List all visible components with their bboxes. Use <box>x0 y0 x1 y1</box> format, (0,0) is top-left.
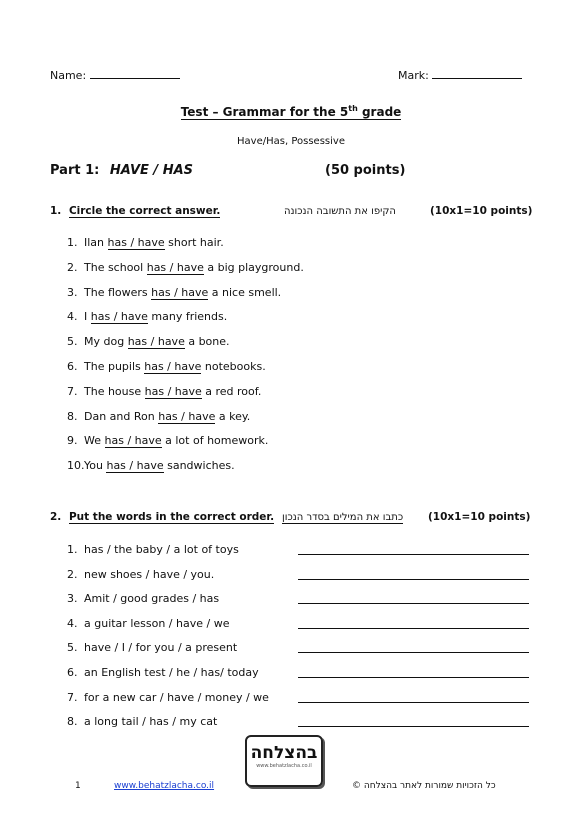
item-text: You <box>84 459 107 473</box>
page-number: 1 <box>75 781 81 791</box>
q1-item <box>67 434 268 447</box>
item-text: a key. <box>215 409 251 423</box>
item-number: 7. <box>67 384 78 398</box>
item-number: 1. <box>67 236 78 249</box>
q1-item <box>67 286 281 299</box>
answer-line[interactable] <box>298 603 529 604</box>
q2-item <box>67 715 217 728</box>
item-number: 2. <box>67 260 78 274</box>
q2-item <box>67 666 259 679</box>
item-text: a long tail / has / my cat <box>84 715 218 729</box>
item-text: The school <box>84 260 147 274</box>
answer-line[interactable] <box>298 554 529 555</box>
item-text: a big playground. <box>203 260 304 274</box>
item-text: I <box>84 310 91 324</box>
answer-choice[interactable]: has / have <box>144 384 202 398</box>
q1-item <box>67 360 266 373</box>
q2-item <box>67 568 214 581</box>
item-number: 8. <box>67 715 78 729</box>
item-text: We <box>84 434 105 448</box>
answer-choice[interactable]: has / have <box>106 459 164 473</box>
item-text: have / I / for you / a present <box>84 641 238 655</box>
item-text: sandwiches. <box>163 459 235 473</box>
q2-heading: 2. Put the words in the correct order. <box>50 511 275 523</box>
item-text: The pupils <box>84 360 145 373</box>
item-text: new shoes / have / you. <box>84 567 215 581</box>
item-text: for a new car / have / money / we <box>84 690 269 704</box>
answer-line[interactable] <box>298 579 529 580</box>
item-number: 3. <box>67 592 78 606</box>
q2-points: (10x1=10 points) <box>428 511 531 523</box>
answer-choice[interactable]: has / have <box>146 260 204 274</box>
answer-choice[interactable]: has / have <box>104 434 162 448</box>
item-text: has / the baby / a lot of toys <box>84 543 239 556</box>
answer-line[interactable] <box>298 652 529 653</box>
q1-item <box>67 236 224 249</box>
item-text: notebooks. <box>201 360 266 373</box>
item-text: Amit / good grades / has <box>84 592 220 606</box>
q2-item <box>67 617 229 630</box>
answer-choice[interactable]: has / have <box>151 285 209 299</box>
answer-choice[interactable]: has / have <box>158 409 216 423</box>
item-number: 2. <box>67 567 78 581</box>
copyright-text: כל הזכויות שמורות לאתר בהצלחה © <box>352 781 496 791</box>
mark-field <box>398 68 522 82</box>
name-label: Name: <box>50 69 87 82</box>
item-number: 10. <box>67 459 85 473</box>
page-subtitle: Have/Has, Possessive <box>237 136 345 147</box>
q1-points: (10x1=10 points) <box>430 205 533 217</box>
q1-item <box>67 385 261 398</box>
answer-choice[interactable]: has / have <box>127 335 185 349</box>
item-number: 6. <box>67 666 78 679</box>
item-number: 1. <box>67 543 78 556</box>
q1-item <box>67 410 250 423</box>
answer-line[interactable] <box>298 702 529 703</box>
item-number: 4. <box>67 310 78 324</box>
q2-hebrew: כתבו את המילים בסדר הנכון <box>282 512 404 523</box>
answer-choice[interactable]: has / have <box>107 236 165 249</box>
item-text: a red roof. <box>201 384 262 398</box>
item-number: 7. <box>67 690 78 704</box>
item-number: 4. <box>67 616 78 630</box>
q1-hebrew: הקיפו את התשובה הנכונה <box>284 206 396 217</box>
item-text: a nice smell. <box>208 285 282 299</box>
page-title <box>0 104 582 119</box>
behatzlacha-logo: בהצלחה www.behatzlacha.co.il <box>245 735 323 787</box>
q2-item <box>67 641 237 654</box>
item-text: a lot of homework. <box>161 434 269 448</box>
item-text: My dog <box>84 335 128 349</box>
item-text: Ilan <box>84 236 108 249</box>
q1-item <box>67 261 304 274</box>
item-text: The house <box>84 384 145 398</box>
part1-heading: Part 1: HAVE / HAS <box>50 163 193 178</box>
mark-line <box>432 68 522 79</box>
item-number: 6. <box>67 360 78 373</box>
answer-line[interactable] <box>298 726 529 727</box>
title-text: Test – Grammar for the 5th grade <box>180 104 402 119</box>
item-text: Dan and Ron <box>84 409 159 423</box>
item-number: 9. <box>67 434 78 448</box>
item-text: a bone. <box>184 335 230 349</box>
q2-item <box>67 592 219 605</box>
q1-heading: 1. Circle the correct answer. <box>50 205 221 217</box>
mark-label: Mark: <box>398 69 429 82</box>
item-text: an English test / he / has/ today <box>84 666 259 679</box>
item-text: The flowers <box>84 285 152 299</box>
item-number: 5. <box>67 641 78 655</box>
answer-line[interactable] <box>298 677 529 678</box>
q1-item <box>67 310 227 323</box>
answer-choice[interactable]: has / have <box>90 310 148 324</box>
name-line <box>90 68 180 79</box>
item-number: 5. <box>67 335 78 349</box>
item-number: 3. <box>67 285 78 299</box>
answer-line[interactable] <box>298 628 529 629</box>
name-field <box>50 68 180 82</box>
item-text: short hair. <box>164 236 224 249</box>
answer-choice[interactable]: has / have <box>144 360 202 373</box>
item-text: a guitar lesson / have / we <box>84 616 230 630</box>
q1-item <box>67 459 235 472</box>
item-text: many friends. <box>147 310 228 324</box>
q2-item <box>67 691 269 704</box>
part1-points: (50 points) <box>325 163 406 178</box>
q2-item <box>67 543 239 556</box>
item-number: 8. <box>67 409 78 423</box>
q1-item <box>67 335 230 348</box>
website-link[interactable]: www.behatzlacha.co.il <box>114 781 215 791</box>
